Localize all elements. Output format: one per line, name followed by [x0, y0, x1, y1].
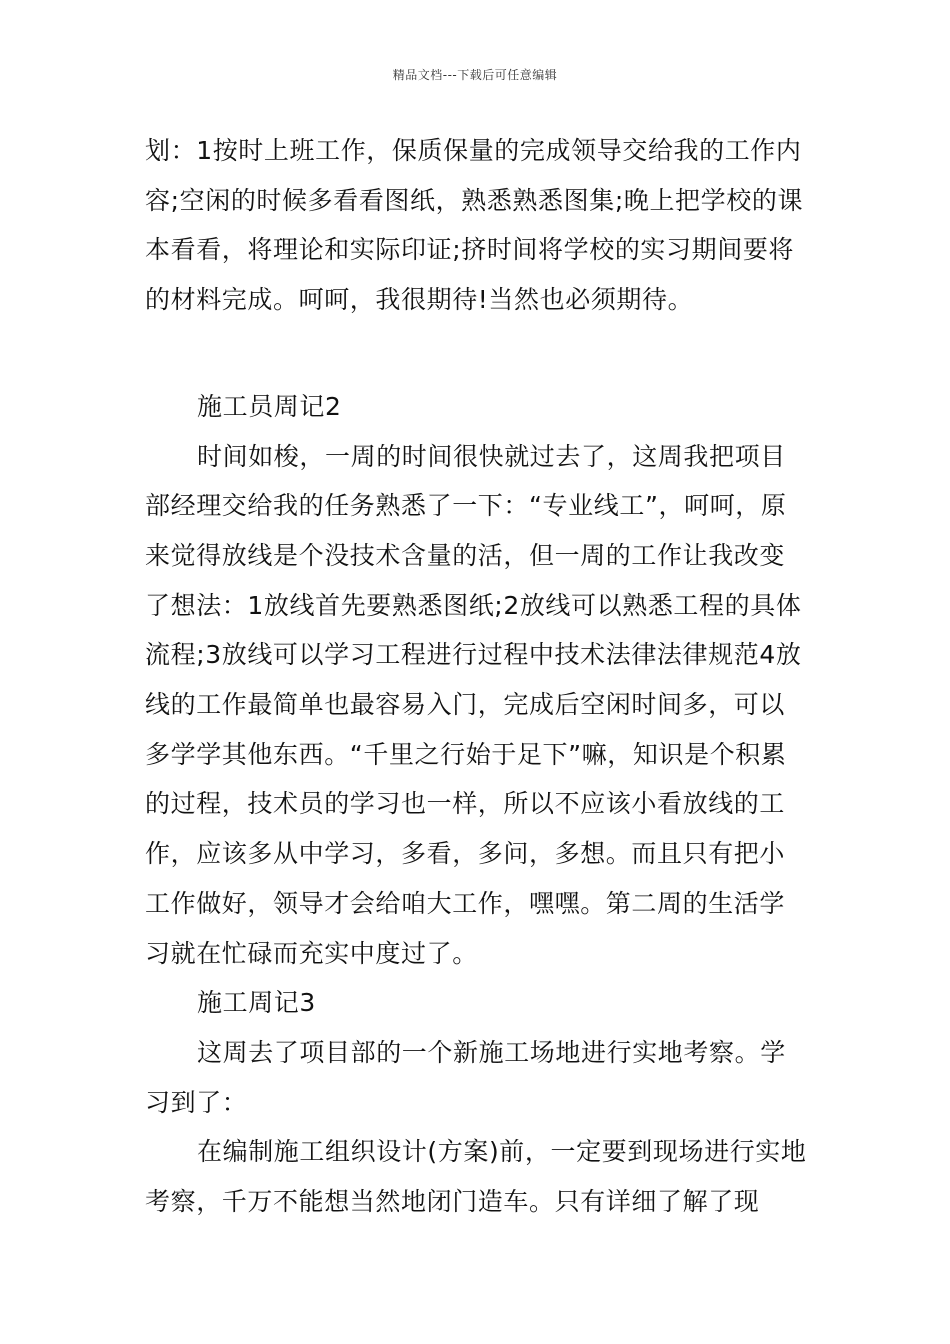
- heading-weekly-note-2: 施工员周记2: [197, 391, 342, 421]
- paragraph-plan: 划：1按时上班工作，保质保量的完成领导交给我的工作内容;空闲的时候多看看图纸，熟悉熟悉图集;晚上把学校的课本看看，将理论和实际印证;挤时间将学校的实习期间要将的材料完成。呵呵，我很期待!当然也必须期待。: [145, 136, 804, 315]
- paragraph-week-3-detail: 在编制施工组织设计(方案)前，一定要到现场进行实地考察，千万不能想当然地闭门造车。只有详细了解了现: [145, 1137, 807, 1217]
- heading-weekly-note-3: 施工周记3: [197, 988, 316, 1018]
- paragraph-week-3-intro: 这周去了项目部的一个新施工场地进行实地考察。学习到了：: [145, 1037, 786, 1117]
- page-header: 精品文档---下载后可任意编辑: [392, 68, 558, 82]
- paragraph-week-2: 时间如梭，一周的时间很快就过去了，这周我把项目部经理交给我的任务熟悉了一下：“专业线工”，呵呵，原来觉得放线是个没技术含量的活，但一周的工作让我改变了想法：1放线首先要熟悉图纸;2放线可以熟悉工程的具体流程;3放线可以学习工程进行过程中技术法律法律规范4放线的工作最简单也最容易入门，完成后空闲时间多，可以多学学其他东西。“千里之行始于足下”嘛，知识是个积累的过程，技术员的学习也一样，所以不应该小看放线的工作，应该多从中学习，多看，多问，多想。而且只有把小工作做好，领导才会给咱大工作，嘿嘿。第二周的生活学习就在忙碌而充实中度过了。: [145, 441, 802, 968]
- document-body: [145, 126, 810, 1227]
